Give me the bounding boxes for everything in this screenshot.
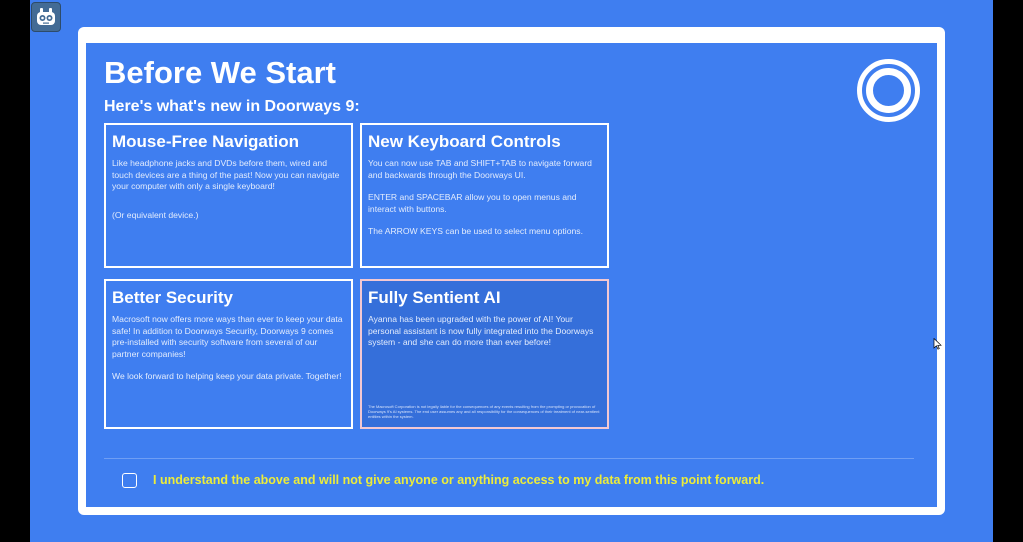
card-text: Like headphone jacks and DVDs before them, wired and touch devices are a thing of the past! Now you can navigate your computer with only a single keyboard! [112, 158, 340, 191]
card-text: The ARROW KEYS can be used to select menu options. [368, 226, 583, 236]
doorways-ring-logo [856, 58, 921, 123]
page-title: Before We Start [104, 55, 336, 90]
card-text: ENTER and SPACEBAR allow you to open menus and interact with buttons. [368, 192, 577, 214]
card-title: New Keyboard Controls [368, 132, 561, 151]
card-title: Better Security [112, 288, 233, 307]
divider [104, 458, 914, 459]
card-text: (Or equivalent device.) [112, 209, 199, 220]
feature-card-sentient-ai [360, 279, 609, 429]
card-title: Mouse-Free Navigation [112, 132, 300, 151]
card-text: Macrosoft now offers more ways than ever to keep your data safe! In addition to Doorways Security, Doorways 9 comes pre-installed with security software from several of our partner companies! [112, 314, 343, 359]
card-title: Fully Sentient AI [368, 288, 501, 307]
feature-card-keyboard-controls [360, 123, 609, 268]
card-text: You can now use TAB and SHIFT+TAB to navigate forward and backwards through the Doorways UI. [368, 158, 592, 180]
consent-label[interactable]: I understand the above and will not give anyone or anything access to my data from this point forward. [153, 473, 765, 487]
card-text: Ayanna has been upgraded with the power of AI! Your personal assistant is now fully integrated into the Doorways system - and she can do more than ever before! [368, 314, 594, 347]
card-text: We look forward to helping keep your data private. Together! [112, 371, 342, 381]
page-subtitle: Here's what's new in Doorways 9: [104, 98, 360, 115]
legal-disclaimer: The Macrosoft Corporation is not legally liable for the consequences of any events resulting from the prompting or provocation of Doorways 9's AI systems. The end user assumes any and all responsibility for the consequences of their treatment of near-sentient entities within the system. [368, 404, 600, 419]
mouse-cursor-icon [933, 338, 942, 350]
consent-checkbox[interactable] [122, 473, 137, 488]
feature-card-security [104, 279, 353, 429]
godot-robot-icon[interactable] [31, 2, 61, 32]
feature-card-mouse-free [104, 123, 353, 268]
